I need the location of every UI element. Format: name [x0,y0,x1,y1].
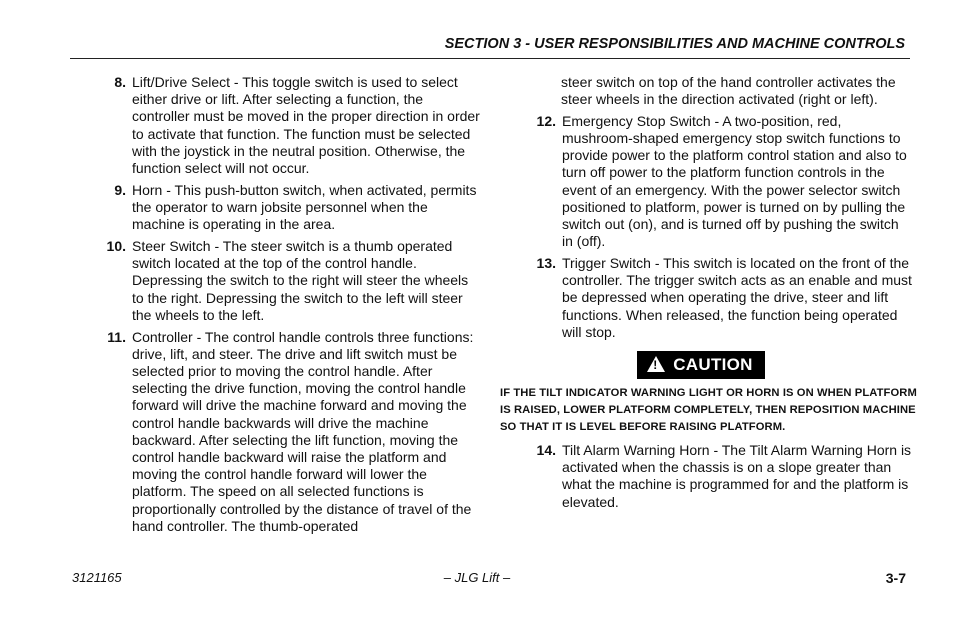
list-item-13 [520,255,912,341]
list-item-11 [90,329,482,535]
footer-page-number: 3-7 [885,570,906,586]
header-divider [70,58,910,59]
item-number: 12. [536,112,556,129]
list-item-8 [90,74,482,177]
list-item-10 [90,238,482,324]
list-item-12 [520,113,912,251]
caution-label: CAUTION [673,355,753,375]
item-text: Emergency Stop Switch - A two-position, red, mushroom-shaped emergency stop switch functions to provide power to the platform control station and also to turn off power to the platform function controls in the event of an emergency. With the power selector switch positioned to platform, power is turned on by pulling the switch out (on), and is turned off by pushing the switch in (off). [562,112,907,250]
section-header-title: SECTION 3 - USER RESPONSIBILITIES AND MACHINE CONTROLS [444,36,905,52]
item-11-continuation: steer switch on top of the hand controller activates the steer wheels in the direction activated (right or left). [561,74,896,108]
item-text: Trigger Switch - This switch is located on the front of the controller. The trigger switch acts as an enable and must be depressed when operating the drive, steer and lift functions. When released, the function being operated will stop. [562,255,912,340]
item-text: Lift/Drive Select - This toggle switch is used to select either drive or lift. After selecting a function, the controller must be moved in the proper direction in order to activate that function. The function must be selected with the joystick in the neutral position. Otherwise, the function select will not occur. [132,74,480,177]
caution-badge [637,351,765,379]
item-number: 8. [114,74,126,90]
item-number: 9. [114,181,126,198]
caution-message: IF THE TILT INDICATOR WARNING LIGHT OR HORN IS ON WHEN PLATFORM IS RAISED, LOWER PLATFORM COMPLETELY, THEN REPOSITION MACHINE SO THAT IT IS LEVEL BEFORE RAISING PLATFORM. [500,387,917,434]
list-item-9 [90,182,482,234]
caution-banner [520,351,912,379]
item-text: Steer Switch - The steer switch is a thumb operated switch located at the top of the control handle. Depressing the switch to the right will steer the wheels to the right. Depressing the switch to the left will steer the wheels to the left. [132,238,469,323]
item-number: 10. [106,238,126,255]
right-column [500,74,917,515]
item-number: 13. [536,255,556,272]
list-item-14 [520,442,912,511]
footer-publisher: – JLG Lift – [443,570,511,585]
item-text: Tilt Alarm Warning Horn - The Tilt Alarm Warning Horn is activated when the chassis is on a slope greater than what the machine is programmed for and the platform is elevated. [562,442,912,510]
left-column [90,74,482,540]
item-number: 11. [107,328,126,345]
footer-doc-number: 3121165 [72,570,122,585]
item-text: Horn - This push-button switch, when activated, permits the operator to warn jobsite personnel when the machine is operating in the area. [132,181,477,233]
item-number: 14. [536,442,556,459]
item-text: Controller - The control handle controls three functions: drive, lift, and steer. The drive and lift switch must be selected prior to moving the control handle. After selecting the drive function, moving the control handle forward will drive the machine forward and moving the control handle backwards will drive the machine backward. After selecting the lift function, moving the control handle backward will raise the platform and moving the control handle forward will lower the platform. The speed on all selected functions is proportionally controlled by the distance of travel of the hand controller. The thumb-operated [132,328,474,534]
warning-triangle-icon [647,356,665,372]
